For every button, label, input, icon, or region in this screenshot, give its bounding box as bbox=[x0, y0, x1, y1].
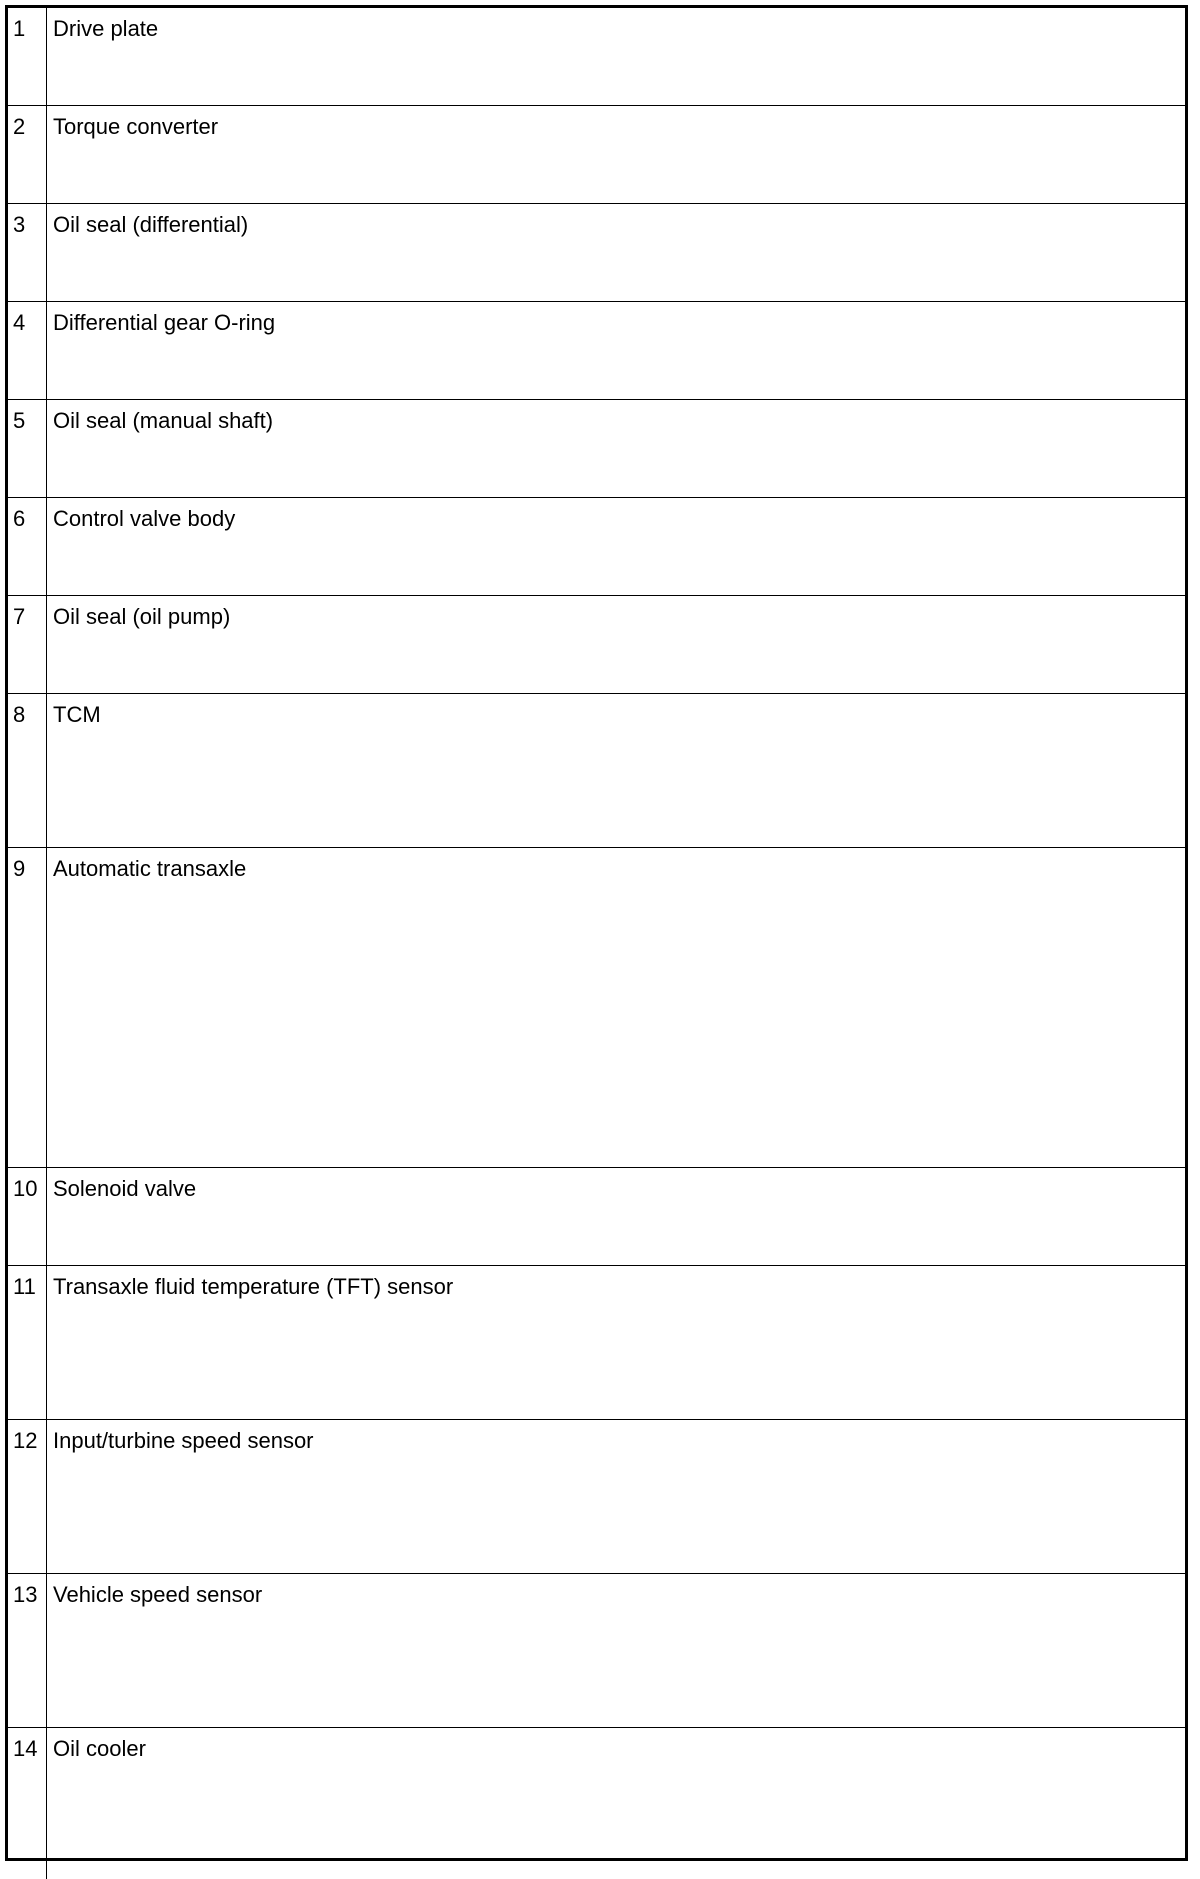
part-number: 2 bbox=[13, 113, 26, 139]
part-name: Control valve body bbox=[53, 505, 236, 531]
table-row bbox=[8, 595, 1185, 693]
part-name-cell bbox=[47, 1265, 1186, 1419]
table-row bbox=[8, 105, 1185, 203]
part-number: 12 bbox=[13, 1427, 38, 1453]
part-number-cell bbox=[8, 847, 47, 1167]
part-name-cell bbox=[47, 497, 1186, 595]
part-name-cell bbox=[47, 301, 1186, 399]
table-row bbox=[8, 693, 1185, 847]
table-row bbox=[8, 847, 1185, 1167]
part-number-cell bbox=[8, 1167, 47, 1265]
part-name-cell bbox=[47, 399, 1186, 497]
parts-legend-table bbox=[8, 8, 1185, 1879]
part-name-cell bbox=[47, 595, 1186, 693]
part-number: 11 bbox=[13, 1273, 36, 1299]
part-name: Vehicle speed sensor bbox=[53, 1581, 263, 1607]
table-row bbox=[8, 1265, 1185, 1419]
part-number-cell bbox=[8, 497, 47, 595]
part-number-cell bbox=[8, 105, 47, 203]
part-number: 4 bbox=[13, 309, 26, 335]
part-number: 13 bbox=[13, 1581, 38, 1607]
part-number: 6 bbox=[13, 505, 26, 531]
part-name-cell bbox=[47, 105, 1186, 203]
part-name: Solenoid valve bbox=[53, 1175, 197, 1201]
table-row bbox=[8, 497, 1185, 595]
table-row bbox=[8, 1727, 1185, 1879]
table-row bbox=[8, 1167, 1185, 1265]
table-row bbox=[8, 1419, 1185, 1573]
parts-legend-sheet bbox=[5, 5, 1188, 1861]
part-number-cell bbox=[8, 399, 47, 497]
part-name: Drive plate bbox=[53, 16, 159, 41]
part-name: Automatic transaxle bbox=[53, 855, 247, 881]
part-name: Differential gear O-ring bbox=[53, 309, 276, 335]
part-number: 1 bbox=[13, 16, 26, 41]
part-name: Oil seal (manual shaft) bbox=[53, 407, 274, 433]
table-row bbox=[8, 301, 1185, 399]
part-name: Input/turbine speed sensor bbox=[53, 1427, 314, 1453]
part-name-cell bbox=[47, 1573, 1186, 1727]
part-number-cell bbox=[8, 1573, 47, 1727]
part-number: 10 bbox=[13, 1175, 38, 1201]
part-name-cell bbox=[47, 1167, 1186, 1265]
table-row bbox=[8, 203, 1185, 301]
part-number-cell bbox=[8, 595, 47, 693]
part-name: Torque converter bbox=[53, 113, 219, 139]
part-name-cell bbox=[47, 847, 1186, 1167]
table-row bbox=[8, 1573, 1185, 1727]
table-row bbox=[8, 8, 1185, 105]
part-number-cell bbox=[8, 301, 47, 399]
part-number-cell bbox=[8, 1265, 47, 1419]
table-row bbox=[8, 399, 1185, 497]
part-number-cell bbox=[8, 1419, 47, 1573]
part-name: Transaxle fluid temperature (TFT) sensor bbox=[53, 1273, 454, 1299]
part-number-cell bbox=[8, 693, 47, 847]
part-name: TCM bbox=[53, 701, 101, 727]
part-name-cell bbox=[47, 1727, 1186, 1879]
part-number: 14 bbox=[13, 1735, 38, 1761]
part-number: 9 bbox=[13, 855, 26, 881]
part-name: Oil seal (oil pump) bbox=[53, 603, 231, 629]
part-name-cell bbox=[47, 1419, 1186, 1573]
part-number-cell bbox=[8, 1727, 47, 1879]
part-number: 3 bbox=[13, 211, 26, 237]
part-number-cell bbox=[8, 8, 47, 105]
part-name: Oil seal (differential) bbox=[53, 211, 249, 237]
part-name-cell bbox=[47, 693, 1186, 847]
part-name-cell bbox=[47, 8, 1186, 105]
part-number: 8 bbox=[13, 701, 26, 727]
part-name: Oil cooler bbox=[53, 1735, 146, 1761]
part-number-cell bbox=[8, 203, 47, 301]
part-name-cell bbox=[47, 203, 1186, 301]
part-number: 5 bbox=[13, 407, 26, 433]
part-number: 7 bbox=[13, 603, 26, 629]
